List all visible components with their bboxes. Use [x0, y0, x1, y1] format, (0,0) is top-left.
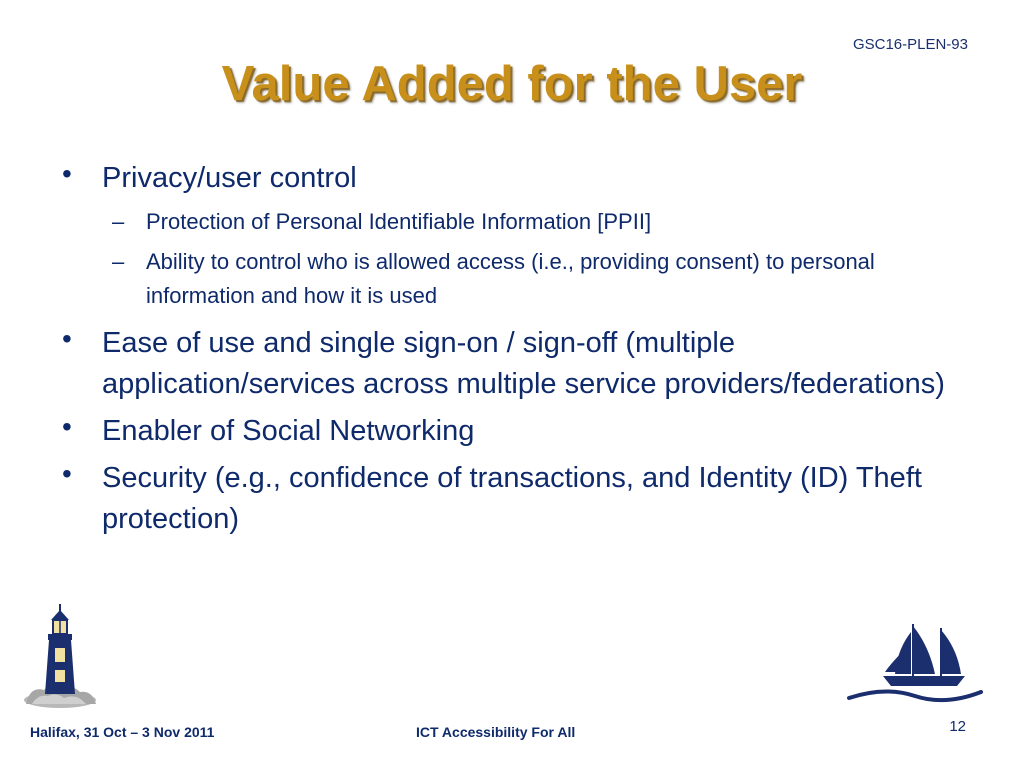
dash-icon: –: [112, 209, 125, 234]
bullet-item: [62, 458, 962, 540]
bullet-icon: •: [62, 158, 72, 189]
bullet-icon: •: [62, 323, 72, 354]
sub-item: [62, 205, 962, 239]
dash-icon: –: [112, 249, 125, 274]
bullet-item: [62, 158, 962, 199]
bullet-text: Privacy/user control: [102, 162, 357, 194]
page-number: 12: [949, 718, 966, 735]
footer-location-date: Halifax, 31 Oct – 3 Nov 2011: [30, 724, 215, 740]
bullet-text: Enabler of Social Networking: [102, 415, 475, 447]
bullet-item: [62, 411, 962, 452]
bullet-text: Ease of use and single sign-on / sign-off (multiple application/services across multiple service providers/federations): [102, 327, 945, 400]
bullet-icon: •: [62, 458, 72, 489]
footer-event: ICT Accessibility For All: [416, 724, 576, 740]
bullet-item: [62, 323, 962, 405]
sub-item-text: Ability to control who is allowed access (i.e., providing consent) to personal information and how it is used: [146, 249, 875, 308]
bullet-text: Security (e.g., confidence of transactions, and Identity (ID) Theft protection): [102, 462, 922, 535]
sub-item-text: Protection of Personal Identifiable Information [PPII]: [146, 209, 652, 234]
sub-item: [62, 245, 962, 313]
slide-title: Value Added for the User: [221, 57, 803, 111]
bullet-icon: •: [62, 411, 72, 442]
slide-content: [62, 158, 962, 546]
doc-id: GSC16-PLEN-93: [852, 36, 968, 53]
lighthouse-icon: [20, 598, 100, 710]
sailing-ship-icon: [845, 618, 985, 710]
